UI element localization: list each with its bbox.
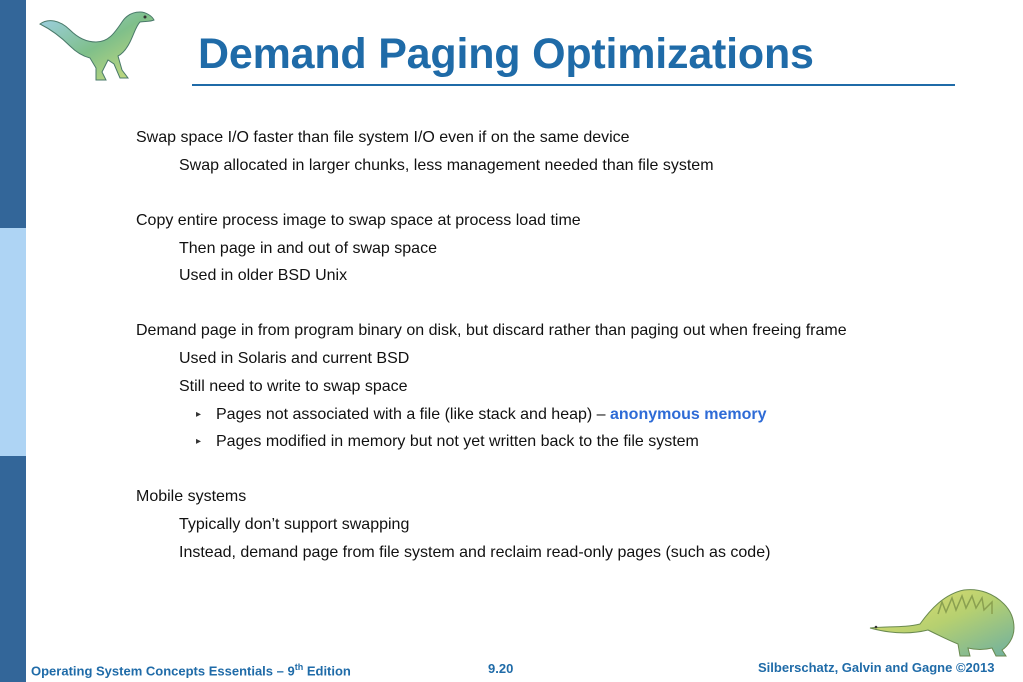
- dinosaur-icon: [868, 584, 1016, 658]
- triangle-bullet-icon: ▸: [196, 436, 202, 447]
- bullet-text: Demand page in from program binary on disk, but discard rather than paging out when freeing frame: [136, 322, 847, 339]
- bullet-item-level-1: [136, 487, 246, 507]
- triangle-bullet-icon: ▸: [196, 409, 202, 420]
- footer-copyright: Silberschatz, Galvin and Gagne ©2013: [758, 660, 995, 675]
- bullet-text: Pages modified in memory but not yet written back to the file system: [216, 433, 699, 450]
- footer-book-suffix: Edition: [303, 663, 351, 679]
- bullet-item-level-2: [179, 156, 714, 176]
- bullet-text: Still need to write to swap space: [179, 378, 408, 395]
- bullet-item-level-2: [179, 239, 437, 259]
- bullet-item-level-2: [179, 515, 409, 535]
- bullet-text: Then page in and out of swap space: [179, 240, 437, 257]
- bullet-item-level-1: [136, 321, 847, 341]
- footer-book-title: [31, 662, 351, 678]
- bullet-item-level-2: [179, 543, 770, 563]
- bullet-item-level-2: [179, 377, 408, 397]
- bullet-text: Used in Solaris and current BSD: [179, 350, 410, 367]
- bullet-text: Pages not associated with a file (like stack and heap) –: [216, 406, 610, 423]
- bullet-text: Typically don’t support swapping: [179, 516, 410, 533]
- emphasized-term: anonymous memory: [610, 406, 767, 423]
- bullet-text: Instead, demand page from file system and reclaim read-only pages (such as code): [179, 544, 771, 561]
- bullet-text: Swap allocated in larger chunks, less management needed than file system: [179, 157, 714, 174]
- bullet-item-level-3: [216, 405, 766, 425]
- bullet-text: Copy entire process image to swap space at process load time: [136, 212, 581, 229]
- bullet-text: Swap space I/O faster than file system I/O even if on the same device: [136, 129, 630, 146]
- bullet-item-level-2: [179, 349, 409, 369]
- bullet-text: Used in older BSD Unix: [179, 267, 348, 284]
- bullet-item-level-3: [216, 432, 699, 452]
- page-title: Demand Paging Optimizations: [198, 30, 814, 78]
- page-number: 9.20: [488, 661, 514, 676]
- bullet-item-level-2: [179, 266, 347, 286]
- bullet-item-level-1: [136, 211, 581, 231]
- footer-book-sup: th: [294, 662, 304, 672]
- bullet-item-level-1: [136, 128, 630, 148]
- footer-book-prefix: Operating System Concepts Essentials – 9: [31, 663, 295, 679]
- bullet-text: Mobile systems: [136, 488, 247, 505]
